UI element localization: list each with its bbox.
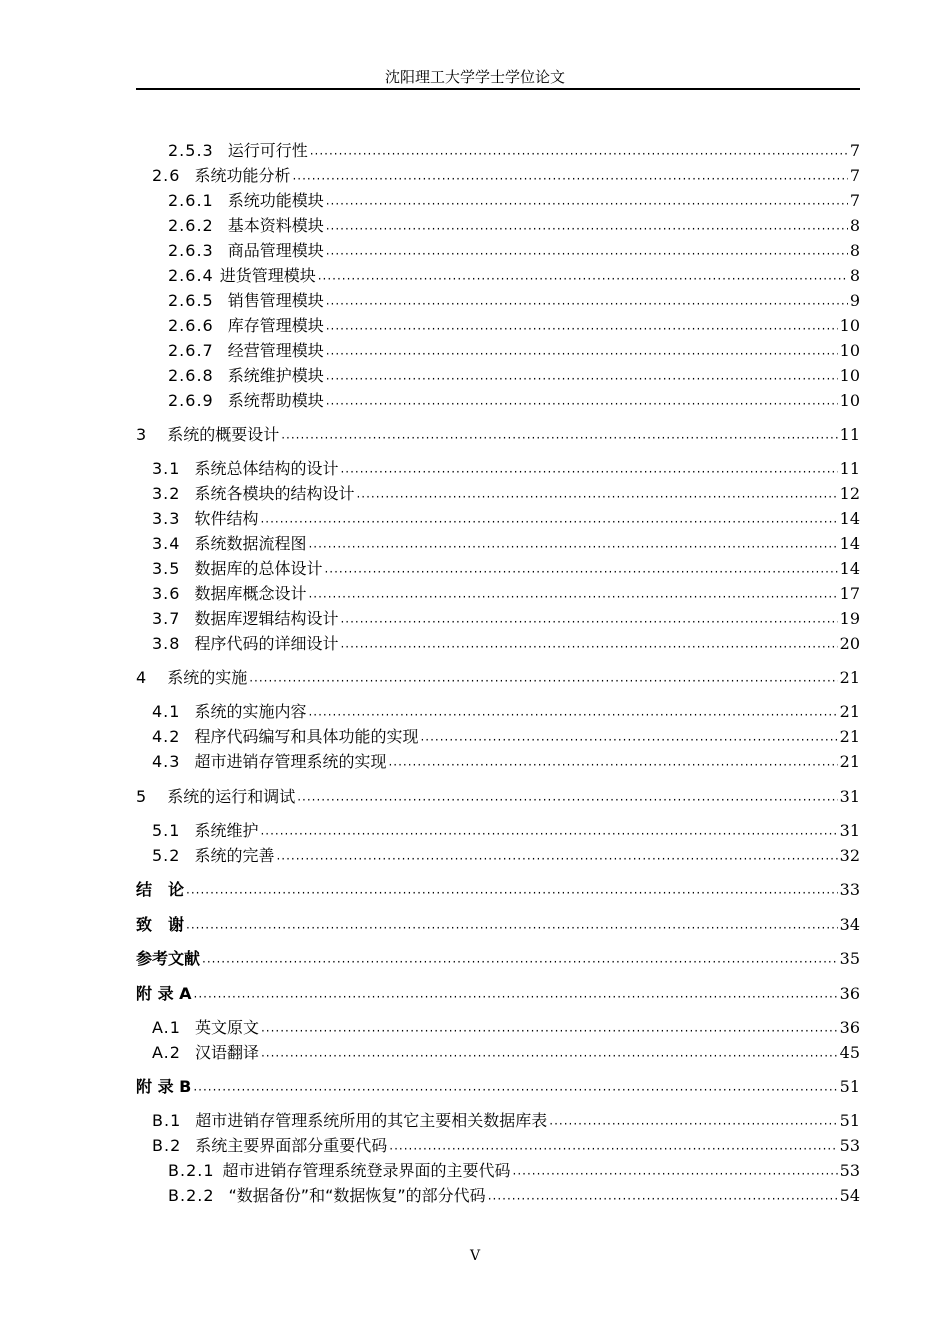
toc-entry-title: 系统主要界面部分重要代码 xyxy=(195,1136,388,1155)
dot-leader xyxy=(326,196,848,212)
toc-entry-number: 4.3 xyxy=(152,752,181,771)
toc-entry[interactable] xyxy=(168,1185,860,1207)
toc-entry[interactable] xyxy=(168,365,860,387)
toc-entry-page: 53 xyxy=(839,1136,860,1155)
toc-entry[interactable] xyxy=(136,914,860,936)
dot-leader xyxy=(202,954,838,970)
toc-entry-title: 系统的运行和调试 xyxy=(167,787,296,806)
toc-entry[interactable] xyxy=(152,483,860,505)
toc-entry-number: 3.8 xyxy=(152,634,181,653)
toc-entry-page: 45 xyxy=(839,1043,860,1062)
dot-leader xyxy=(326,321,838,337)
toc-entry-title: 系统帮助模块 xyxy=(227,391,324,410)
toc-entry-page: 9 xyxy=(849,291,860,310)
toc-entry-page: 31 xyxy=(839,821,860,840)
toc-entry[interactable] xyxy=(152,751,860,773)
toc-entry-page: 33 xyxy=(839,880,860,899)
toc-entry[interactable] xyxy=(152,508,860,530)
toc-entry[interactable] xyxy=(152,701,860,723)
toc-entry-title: 系统数据流程图 xyxy=(194,534,307,553)
page-number-footer: V xyxy=(469,1248,481,1264)
dot-leader xyxy=(260,514,837,530)
toc-entry[interactable] xyxy=(168,1160,860,1182)
toc-entry-title: 系统维护模块 xyxy=(227,366,324,385)
toc-entry-title: 参考文献 xyxy=(136,949,201,968)
toc-entry-title: 软件结构 xyxy=(194,509,259,528)
toc-entry[interactable] xyxy=(168,240,860,262)
toc-entry-number: 2.6.6 xyxy=(168,316,214,335)
toc-entry[interactable] xyxy=(168,215,860,237)
toc-entry-title: 英文原文 xyxy=(194,1018,259,1037)
header-divider xyxy=(136,88,860,90)
dot-leader xyxy=(186,920,838,936)
toc-entry-page: 7 xyxy=(849,166,860,185)
toc-entry-number: B.2 xyxy=(152,1136,182,1155)
dot-leader xyxy=(297,792,837,808)
dot-leader xyxy=(549,1116,837,1132)
dot-leader xyxy=(356,489,837,505)
toc-entry-page: 35 xyxy=(839,949,860,968)
toc-entry[interactable] xyxy=(152,1110,860,1132)
toc-entry[interactable] xyxy=(168,140,860,162)
toc-entry-page: 14 xyxy=(839,509,860,528)
toc-entry-number: 5.1 xyxy=(152,821,181,840)
toc-entry-page: 14 xyxy=(839,559,860,578)
dot-leader xyxy=(193,1082,837,1098)
toc-entry-page: 10 xyxy=(839,391,860,410)
toc-entry[interactable] xyxy=(152,583,860,605)
toc-entry-page: 21 xyxy=(839,727,860,746)
toc-entry-title: 超市进销存管理系统的实现 xyxy=(194,752,387,771)
toc-entry-number: B.1 xyxy=(152,1111,182,1130)
toc-entry[interactable] xyxy=(168,390,860,412)
toc-entry-page: 19 xyxy=(839,609,860,628)
toc-entry-page: 36 xyxy=(839,984,860,1003)
toc-entry-page: 20 xyxy=(839,634,860,653)
toc-entry-page: 10 xyxy=(839,341,860,360)
toc-entry[interactable] xyxy=(152,726,860,748)
toc-entry-title: 数据库的总体设计 xyxy=(194,559,323,578)
toc-entry-number: B.2.1 xyxy=(168,1161,215,1180)
toc-entry-title: 数据库概念设计 xyxy=(194,584,307,603)
toc-entry-title: 数据库逻辑结构设计 xyxy=(194,609,339,628)
toc-entry-number: 3 xyxy=(136,425,148,444)
toc-entry-page: 11 xyxy=(839,459,860,478)
toc-entry-page: 8 xyxy=(849,266,860,285)
toc-entry-page: 36 xyxy=(839,1018,860,1037)
toc-entry[interactable] xyxy=(136,667,860,689)
toc-entry[interactable] xyxy=(152,533,860,555)
toc-entry-title: 系统总体结构的设计 xyxy=(194,459,339,478)
toc-entry[interactable] xyxy=(136,424,860,446)
toc-entry-number: 3.6 xyxy=(152,584,181,603)
toc-entry-title: 超市进销存管理系统登录界面的主要代码 xyxy=(222,1161,511,1180)
toc-entry-title: 系统的实施内容 xyxy=(194,702,307,721)
toc-entry-title: 经营管理模块 xyxy=(227,341,324,360)
toc-entry-number: 5 xyxy=(136,787,148,806)
dot-leader xyxy=(308,707,837,723)
dot-leader xyxy=(261,1023,838,1039)
toc-entry-page: 31 xyxy=(839,787,860,806)
dot-leader xyxy=(513,1166,838,1182)
toc-entry-title: 商品管理模块 xyxy=(227,241,324,260)
toc-entry-number: 2.5.3 xyxy=(168,141,214,160)
toc-entry-number: A.1 xyxy=(152,1018,181,1037)
toc-entry-page: 14 xyxy=(839,534,860,553)
toc-entry[interactable] xyxy=(152,608,860,630)
toc-entry-page: 7 xyxy=(849,191,860,210)
toc-entry-title: “数据备份”和“数据恢复”的部分代码 xyxy=(228,1186,486,1205)
toc-entry-title: 系统维护 xyxy=(194,821,259,840)
toc-entry-title: 系统的完善 xyxy=(194,846,275,865)
toc-entry-number: 2.6.8 xyxy=(168,366,214,385)
toc-entry-number: 2.6.7 xyxy=(168,341,214,360)
toc-entry-page: 10 xyxy=(839,316,860,335)
toc-entry-title: 附 录 B xyxy=(136,1077,192,1096)
toc-entry-page: 32 xyxy=(839,846,860,865)
dot-leader xyxy=(194,989,838,1005)
toc-entry-title: 致 谢 xyxy=(136,915,185,934)
dot-leader xyxy=(318,271,848,287)
toc-entry[interactable] xyxy=(136,786,860,808)
toc-entry-title: 系统的实施 xyxy=(167,668,248,687)
dot-leader xyxy=(340,614,837,630)
toc-entry-number: 2.6.3 xyxy=(168,241,214,260)
dot-leader xyxy=(340,464,837,480)
toc-entry-number: 3.1 xyxy=(152,459,181,478)
toc-entry-title: 销售管理模块 xyxy=(227,291,324,310)
dot-leader xyxy=(389,1141,837,1157)
dot-leader xyxy=(186,885,838,901)
dot-leader xyxy=(308,589,837,605)
toc-entry-page: 51 xyxy=(839,1077,860,1096)
toc-entry-page: 54 xyxy=(839,1186,860,1205)
toc-entry[interactable] xyxy=(168,290,860,312)
toc-entry-title: 结 论 xyxy=(136,880,185,899)
toc-entry-number: B.2.2 xyxy=(168,1186,215,1205)
dot-leader xyxy=(292,171,847,187)
toc-entry-title: 程序代码的详细设计 xyxy=(194,634,339,653)
dot-leader xyxy=(388,757,837,773)
dot-leader xyxy=(326,346,838,362)
dot-leader xyxy=(260,826,837,842)
toc-entry-title: 系统功能分析 xyxy=(194,166,291,185)
toc-entry-number: 4.1 xyxy=(152,702,181,721)
toc-entry-page: 7 xyxy=(849,141,860,160)
toc-entry-number: A.2 xyxy=(152,1043,181,1062)
toc-entry-page: 53 xyxy=(839,1161,860,1180)
toc-entry-title: 系统各模块的结构设计 xyxy=(194,484,355,503)
toc-entry-number: 2.6.2 xyxy=(168,216,214,235)
dot-leader xyxy=(326,396,838,412)
toc-entry[interactable] xyxy=(152,458,860,480)
toc-entry[interactable] xyxy=(136,879,860,901)
toc-entry-number: 3.7 xyxy=(152,609,181,628)
dot-leader xyxy=(249,673,837,689)
running-header-title: 沈阳理工大学学士学位论文 xyxy=(384,68,565,86)
toc-entry[interactable] xyxy=(168,340,860,362)
toc-entry-page: 17 xyxy=(839,584,860,603)
dot-leader xyxy=(324,564,837,580)
toc-entry[interactable] xyxy=(168,265,860,287)
toc-entry-number: 5.2 xyxy=(152,846,181,865)
toc-entry[interactable] xyxy=(152,820,860,842)
toc-entry-page: 11 xyxy=(839,425,860,444)
toc-entry-title: 运行可行性 xyxy=(227,141,308,160)
dot-leader xyxy=(308,539,837,555)
toc-entry[interactable] xyxy=(152,1135,860,1157)
toc-entry-page: 21 xyxy=(839,752,860,771)
toc-entry[interactable] xyxy=(136,948,860,970)
toc-entry-page: 21 xyxy=(839,702,860,721)
toc-entry-number: 3.3 xyxy=(152,509,181,528)
toc-entry[interactable] xyxy=(152,1042,860,1064)
toc-entry[interactable] xyxy=(168,315,860,337)
toc-entry-number: 3.5 xyxy=(152,559,181,578)
toc-entry-page: 51 xyxy=(839,1111,860,1130)
toc-entry-page: 8 xyxy=(849,216,860,235)
dot-leader xyxy=(281,430,837,446)
toc-entry-number: 4.2 xyxy=(152,727,181,746)
toc-entry-title: 库存管理模块 xyxy=(227,316,324,335)
dot-leader xyxy=(488,1191,838,1207)
toc-entry-title: 附 录 A xyxy=(136,984,192,1003)
toc-entry-number: 3.4 xyxy=(152,534,181,553)
toc-entry-number: 2.6.9 xyxy=(168,391,214,410)
toc-entry[interactable] xyxy=(136,983,860,1005)
toc-entry[interactable] xyxy=(168,190,860,212)
toc-entry-title: 系统功能模块 xyxy=(227,191,324,210)
toc-entry-number: 4 xyxy=(136,668,148,687)
dot-leader xyxy=(310,146,848,162)
toc-entry-page: 12 xyxy=(839,484,860,503)
toc-entry-title: 汉语翻译 xyxy=(194,1043,259,1062)
toc-entry-title: 系统的概要设计 xyxy=(167,425,280,444)
toc-entry-page: 8 xyxy=(849,241,860,260)
toc-entry-title: 超市进销存管理系统所用的其它主要相关数据库表 xyxy=(195,1111,548,1130)
toc-entry-number: 2.6.1 xyxy=(168,191,214,210)
toc-entry[interactable] xyxy=(152,558,860,580)
toc-entry-number: 2.6.4 xyxy=(168,266,214,285)
toc-entry[interactable] xyxy=(152,165,860,187)
toc-entry-title: 基本资料模块 xyxy=(227,216,324,235)
dot-leader xyxy=(326,246,848,262)
toc-entry[interactable] xyxy=(152,1017,860,1039)
dot-leader xyxy=(420,732,837,748)
dot-leader xyxy=(340,639,837,655)
toc-entry-number: 3.2 xyxy=(152,484,181,503)
dot-leader xyxy=(261,1048,838,1064)
dot-leader xyxy=(326,296,848,312)
toc-entry-title: 进货管理模块 xyxy=(219,266,316,285)
toc-entry-title: 程序代码编写和具体功能的实现 xyxy=(194,727,419,746)
toc-entry[interactable] xyxy=(152,845,860,867)
toc-entry-page: 21 xyxy=(839,668,860,687)
dot-leader xyxy=(276,851,837,867)
dot-leader xyxy=(326,371,838,387)
toc-entry[interactable] xyxy=(152,633,860,655)
toc-entry-number: 2.6.5 xyxy=(168,291,214,310)
toc-entry[interactable] xyxy=(136,1076,860,1098)
toc-entry-page: 10 xyxy=(839,366,860,385)
toc-entry-number: 2.6 xyxy=(152,166,181,185)
dot-leader xyxy=(326,221,848,237)
toc-entry-page: 34 xyxy=(839,915,860,934)
